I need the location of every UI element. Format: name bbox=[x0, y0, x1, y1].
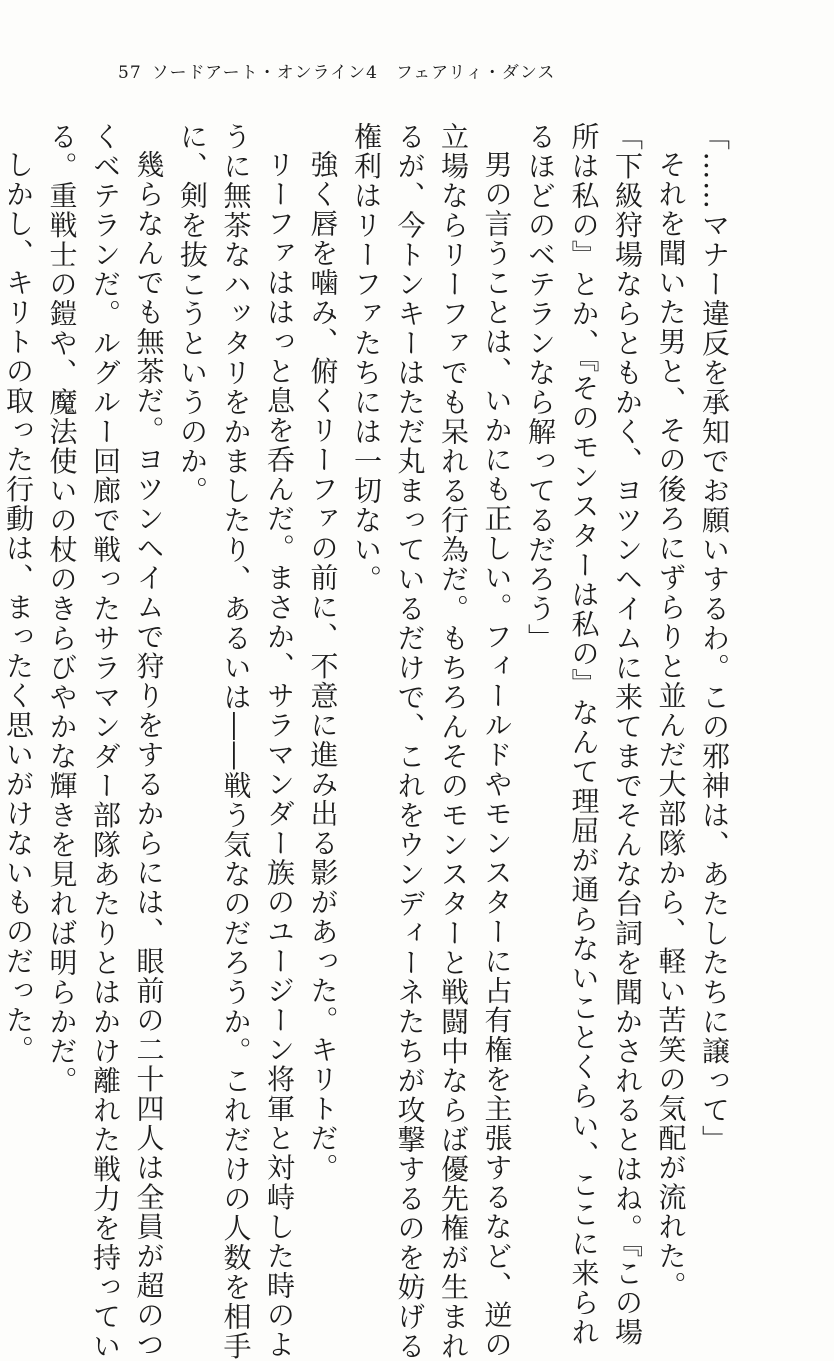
text-line: 強く唇を噛み、俯くリーファの前に、不意に進み出る影があった。キリトだ。 bbox=[306, 150, 340, 1183]
text-line: それを聞いた男と、その後ろにずらりと並んだ大部隊から、軽い苦笑の気配が流れた。 bbox=[654, 150, 688, 1301]
text-line: に、剣を抜こうというのか。 bbox=[176, 122, 209, 506]
text-line: 立場ならリーファでも呆れる行為だ。もちろんそのモンスターと戦闘中ならば優先権が生まれ bbox=[437, 122, 470, 1361]
text-line: 男の言うことは、いかにも正しい。フィールドやモンスターに占有権を主張するなど、逆の bbox=[480, 150, 514, 1360]
text-line: 所は私の』とか、『そのモンスターは私の』なんて理屈が通らないことくらい、ここに来られ bbox=[567, 122, 601, 1347]
text-line: うに無茶なハッタリをかましたり、あるいは――戦う気なのだろうか。これだけの人数を相手 bbox=[219, 122, 253, 1361]
text-line: る。重戦士の鎧や、魔法使いの杖のきらびやかな輝きを見れば明らかだ。 bbox=[45, 122, 79, 1096]
text-line: しかし、キリトの取った行動は、まったく思いがけないものだった。 bbox=[2, 150, 35, 1065]
text-line: 権利はリーファたちには一切ない。 bbox=[350, 122, 383, 594]
text-line: リーファははっと息を呑んだ。まさか、サラマンダー族のユージーン将軍と対峙した時のよ bbox=[263, 150, 296, 1360]
running-title: ソードアート・オンライン4 フェアリィ・ダンス bbox=[151, 63, 556, 83]
page-number: 57 bbox=[118, 63, 142, 83]
text-line: 幾らなんでも無茶だ。ヨツンヘイムで狩りをするからには、眼前の二十四人は全員が超のつ bbox=[132, 150, 166, 1360]
text-line: くベテランだ。ルグルー回廊で戦ったサラマンダー部隊あたりとはかけ離れた戦力を持ってい bbox=[89, 122, 122, 1361]
text-line: 「……マナー違反を承知でお願いするわ。この邪神は、あたしたちに譲って」 bbox=[698, 122, 731, 1155]
text-line: るが、今トンキーはただ丸まっているだけで、これをウンディーネたちが攻撃するのを妨げる bbox=[393, 122, 427, 1361]
running-header bbox=[118, 58, 555, 83]
vertical-body-text bbox=[2, 122, 736, 1361]
text-line: るほどのベテランなら解ってるだろう」 bbox=[524, 122, 557, 653]
text-line: 「下級狩場ならともかく、ヨツンヘイムに来てまでそんな台詞を聞かされるとはね。『この場 bbox=[611, 122, 644, 1347]
